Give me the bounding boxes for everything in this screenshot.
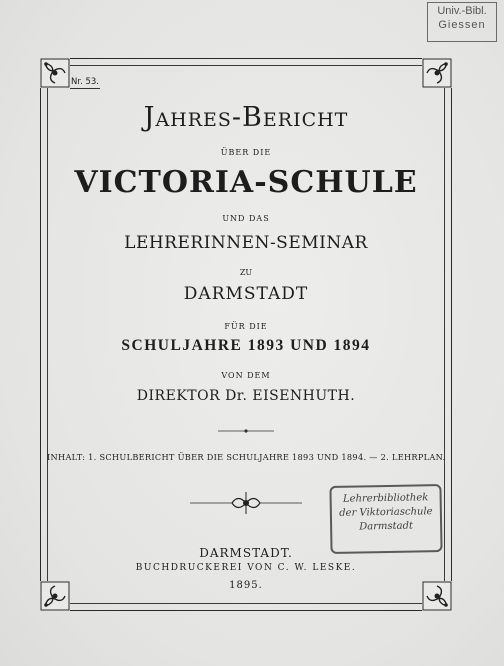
text-und-das: UND DAS [222, 214, 270, 223]
title-city: DARMSTADT [183, 284, 309, 304]
contents-line: INHALT: 1. SCHULBERICHT ÜBER DIE SCHULJAHRE 1893 UND 1894. — 2. LEHRPLAN. [47, 452, 446, 462]
corner-ornament-icon [422, 58, 452, 88]
text-zu: ZU [239, 268, 253, 277]
library-stamp-line1: Univ.-Bibl. [437, 5, 487, 17]
title-seminar: LEHRERINNEN-SEMINAR [124, 233, 368, 253]
text-fuer-die: FÜR DIE [224, 322, 268, 331]
seminar-library-stamp [329, 484, 442, 554]
title-jahres-bericht: Jahres-Bericht [143, 102, 349, 133]
text-ueber-die: ÜBER DIE [220, 148, 272, 157]
library-stamp [427, 2, 497, 42]
library-stamp-line2: Giessen [438, 18, 486, 31]
seminar-stamp-line2: der Viktoriaschule [339, 506, 433, 519]
imprint-year: 1895. [229, 580, 263, 591]
imprint-place: DARMSTADT. [199, 546, 293, 560]
text-von-dem: VON DEM [221, 371, 271, 380]
title-school-years: SCHULJAHRE 1893 UND 1894 [121, 337, 371, 354]
imprint-printer: BUCHDRUCKEREI VON C. W. LESKE. [135, 563, 357, 573]
divider-rule [216, 428, 276, 434]
author-director: DIREKTOR Dr. EISENHUTH. [136, 388, 356, 404]
printer-ornament-icon [186, 490, 306, 516]
seminar-stamp-line3: Darmstadt [359, 520, 414, 533]
seminar-stamp-line1: Lehrerbibliothek [342, 492, 429, 505]
issue-number: Nr. 53. [71, 77, 99, 87]
title-school-name: VICTORIA-SCHULE [74, 165, 418, 200]
corner-ornament-icon [40, 58, 70, 88]
